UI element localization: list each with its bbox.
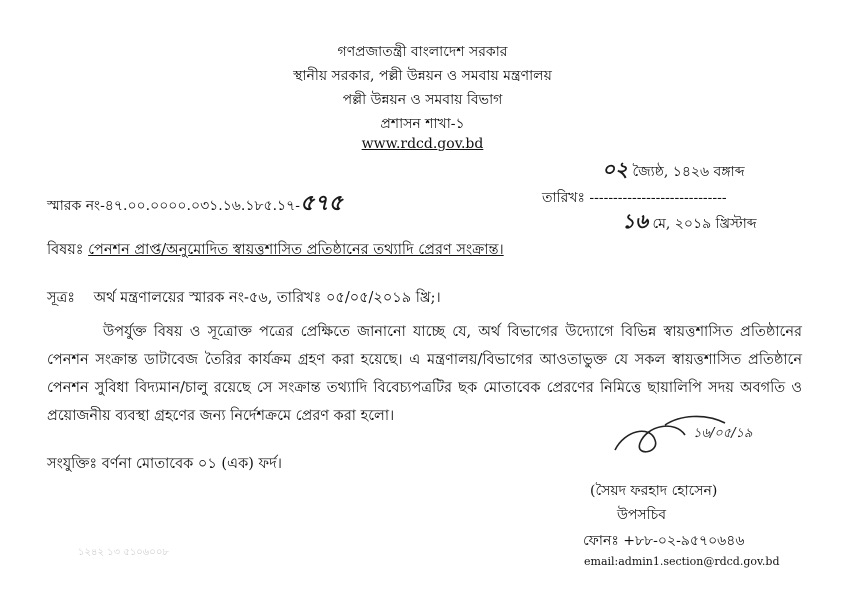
memo-number-handwritten: ৫৭৫ (299, 191, 343, 216)
attachment-label: সংযুক্তিঃ (47, 456, 98, 472)
reference-text: অর্থ মন্ত্রণালয়ের স্মারক নং-৫৬, তারিখঃ ০৫/০৫/২০১৯ খ্রি;। (93, 290, 441, 306)
signature-date: ১৬/০৫/১৯ (693, 426, 753, 441)
division-name: পল্লী উন্নয়ন ও সমবায় বিভাগ (342, 92, 503, 108)
memo-number-prefix: স্মারক নং-৪৭.০০.০০০০.০৩১.১৬.১৮৫.১৭- (47, 198, 300, 214)
faint-bleedthrough-text: ১২৪২ ১৩ ৫১০৬০০৮ (78, 547, 169, 558)
bangla-date (602, 155, 745, 188)
subject-text: পেনশন প্রাপ্ত/অনুমোদিত স্বায়ত্তশাসিত প্রতিষ্ঠানের তথ্যাদি প্রেরণ সংক্রান্ত। (88, 242, 504, 258)
bangla-date-rest: জ্যৈষ্ঠ, ১৪২৬ বঙ্গাব্দ (632, 164, 745, 180)
subject-label: বিষয়ঃ (47, 242, 84, 258)
signature-mark (595, 395, 755, 475)
signatory-email[interactable]: email:admin1.section@rdcd.gov.bd (584, 555, 780, 568)
english-date (622, 207, 757, 240)
branch-name: প্রশাসন শাখা-১ (380, 116, 465, 132)
bangla-date-handwritten-day: ০২ (602, 157, 629, 181)
date-label: তারিখঃ (542, 190, 585, 206)
date-dashes: ----------------------------- (589, 190, 727, 206)
english-date-rest: মে, ২০১৯ খ্রিস্টাব্দ (652, 216, 757, 232)
attachment-line (47, 450, 282, 478)
attachment-text: বর্ণনা মোতাবেক ০১ (এক) ফর্দ। (101, 456, 282, 472)
memo-number (47, 186, 343, 223)
reference-line (47, 284, 441, 312)
ministry-name: স্থানীয় সরকার, পল্লী উন্নয়ন ও সমবায় মন্ত্রণালয় (293, 68, 552, 84)
signatory-designation: উপসচিব (617, 507, 667, 523)
body-paragraph: উপর্যুক্ত বিষয় ও সূত্রোক্ত পত্রের প্রেক্ষিতে জানানো যাচ্ছে যে, অর্থ বিভাগের উদ্যোগে বিভিন্ন স্বায়ত্তশাসিত প্রতিষ্ঠানের পেনশন সংক্রান্ত ডাটাবেজ তৈরির কার্যক্রম গ্রহণ করা হয়েছে। এ মন্ত্রণালয়/বিভাগের আওতাভুক্ত যে সকল স্বায়ত্তশাসিত প্রতিষ্ঠানে পেনশন সুবিধা বিদ্যমান/চালু রয়েছে সে সংক্রান্ত তথ্যাদি বিবেচ্যপত্রটির ছক মোতাবেক প্রেরণের নিমিত্তে ছায়ালিপি সদয় অবগতি ও প্রয়োজনীয় ব্যবস্থা গ্রহণের জন্য নির্দেশক্রমে প্রেরণ করা হলো। (47, 324, 802, 424)
website-link[interactable]: www.rdcd.gov.bd (361, 136, 484, 152)
subject-line (47, 236, 504, 264)
reference-label: সূত্রঃ (47, 290, 75, 306)
signatory-phone: ফোনঃ +৮৮-০২-৯৫৭০৬৪৬ (583, 533, 745, 549)
english-date-handwritten-day: ১৬ (622, 209, 648, 233)
signatory-name: (সৈয়দ ফরহাদ হোসেন) (590, 483, 718, 499)
government-name: গণপ্রজাতন্ত্রী বাংলাদেশ সরকার (337, 44, 508, 60)
